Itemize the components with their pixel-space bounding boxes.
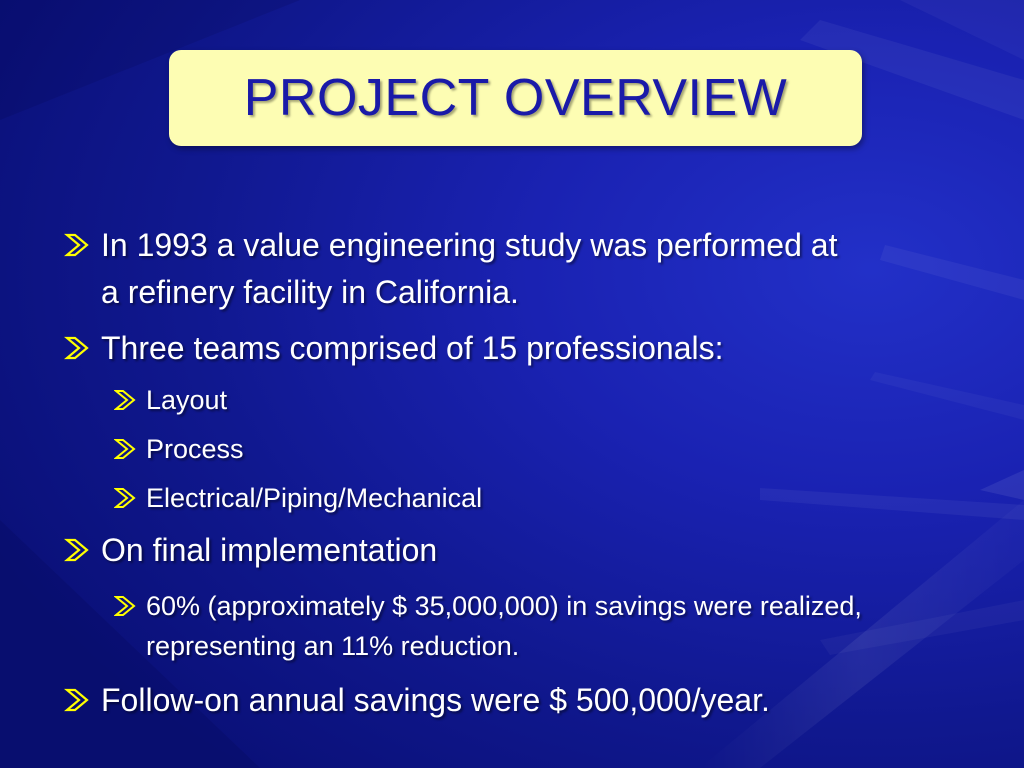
sub-bullet-item — [114, 478, 914, 518]
arrow-bullet-icon — [64, 687, 90, 713]
arrow-bullet-icon — [114, 438, 136, 460]
bullet-item — [64, 325, 944, 372]
arrow-bullet-icon — [114, 595, 136, 617]
bullet-text: In 1993 a value engineering study was performed at a refinery facility in California. — [101, 227, 838, 310]
sub-bullet-text: Process — [146, 434, 244, 464]
sub-bullet-text: Electrical/Piping/Mechanical — [146, 483, 483, 513]
bullet-text: Three teams comprised of 15 professionals: — [101, 330, 724, 366]
bullet-item — [64, 677, 984, 724]
sub-bullet-item — [114, 380, 914, 420]
arrow-bullet-icon — [114, 389, 136, 411]
sub-bullet-item — [114, 586, 934, 666]
arrow-bullet-icon — [114, 487, 136, 509]
sub-bullet-text: Layout — [146, 385, 228, 415]
bullet-item — [64, 527, 944, 574]
arrow-bullet-icon — [64, 537, 90, 563]
arrow-bullet-icon — [64, 232, 90, 258]
sub-bullet-text: 60% (approximately $ 35,000,000) in savings were realized, representing an 11% reduction. — [146, 591, 862, 661]
sub-bullet-item — [114, 429, 914, 469]
bullet-text: Follow-on annual savings were $ 500,000/year. — [101, 682, 770, 718]
slide-title: PROJECT OVERVIEW — [243, 69, 788, 127]
arrow-bullet-icon — [64, 335, 90, 361]
bullet-item — [64, 222, 944, 316]
bullet-text: On final implementation — [101, 532, 438, 568]
